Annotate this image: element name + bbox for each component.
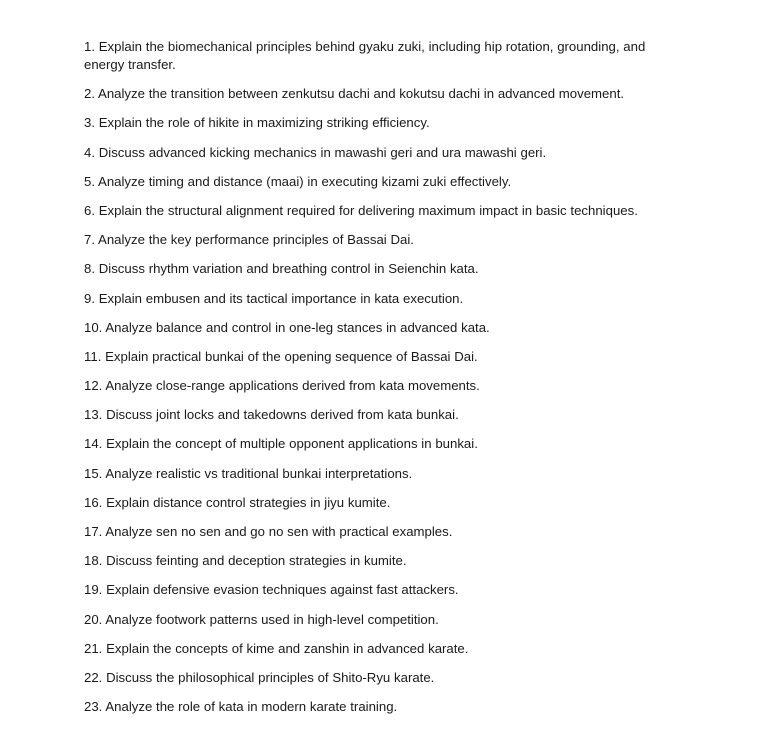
question-item: 1. Explain the biomechanical principles behind gyaku zuki, including hip rotation, grounding, and energy transfer. — [84, 39, 646, 72]
question-item: 22. Discuss the philosophical principles of Shito-Ryu karate. — [84, 669, 435, 685]
question-item: 2. Analyze the transition between zenkutsu dachi and kokutsu dachi in advanced movement. — [84, 86, 625, 102]
question-item: 3. Explain the role of hikite in maximizing striking efficiency. — [84, 115, 430, 131]
question-item: 18. Discuss feinting and deception strategies in kumite. — [84, 553, 407, 569]
question-item: 19. Explain defensive evasion techniques against fast attackers. — [84, 582, 459, 598]
question-item: 7. Analyze the key performance principles of Bassai Dai. — [84, 232, 414, 248]
question-item: 6. Explain the structural alignment required for delivering maximum impact in basic techniques. — [84, 202, 638, 218]
question-item: 13. Discuss joint locks and takedowns derived from kata bunkai. — [84, 407, 459, 423]
question-item: 16. Explain distance control strategies in jiyu kumite. — [84, 494, 391, 510]
question-list — [84, 38, 677, 716]
question-item: 15. Analyze realistic vs traditional bunkai interpretations. — [84, 465, 413, 481]
question-item: 20. Analyze footwork patterns used in high-level competition. — [84, 611, 439, 627]
question-item: 10. Analyze balance and control in one-leg stances in advanced kata. — [84, 319, 490, 335]
question-item: 4. Discuss advanced kicking mechanics in mawashi geri and ura mawashi geri. — [84, 144, 547, 160]
question-item: 11. Explain practical bunkai of the opening sequence of Bassai Dai. — [84, 348, 478, 364]
question-item: 21. Explain the concepts of kime and zanshin in advanced karate. — [84, 640, 469, 656]
question-item: 5. Analyze timing and distance (maai) in executing kizami zuki effectively. — [84, 173, 512, 189]
question-item: 12. Analyze close-range applications derived from kata movements. — [84, 378, 480, 394]
question-item: 9. Explain embusen and its tactical importance in kata execution. — [84, 290, 464, 306]
question-item: 8. Discuss rhythm variation and breathing control in Seienchin kata. — [84, 261, 479, 277]
question-item: 17. Analyze sen no sen and go no sen with practical examples. — [84, 524, 453, 539]
question-item: 14. Explain the concept of multiple opponent applications in bunkai. — [84, 436, 478, 452]
question-item: 23. Analyze the role of kata in modern karate training. — [84, 699, 398, 715]
